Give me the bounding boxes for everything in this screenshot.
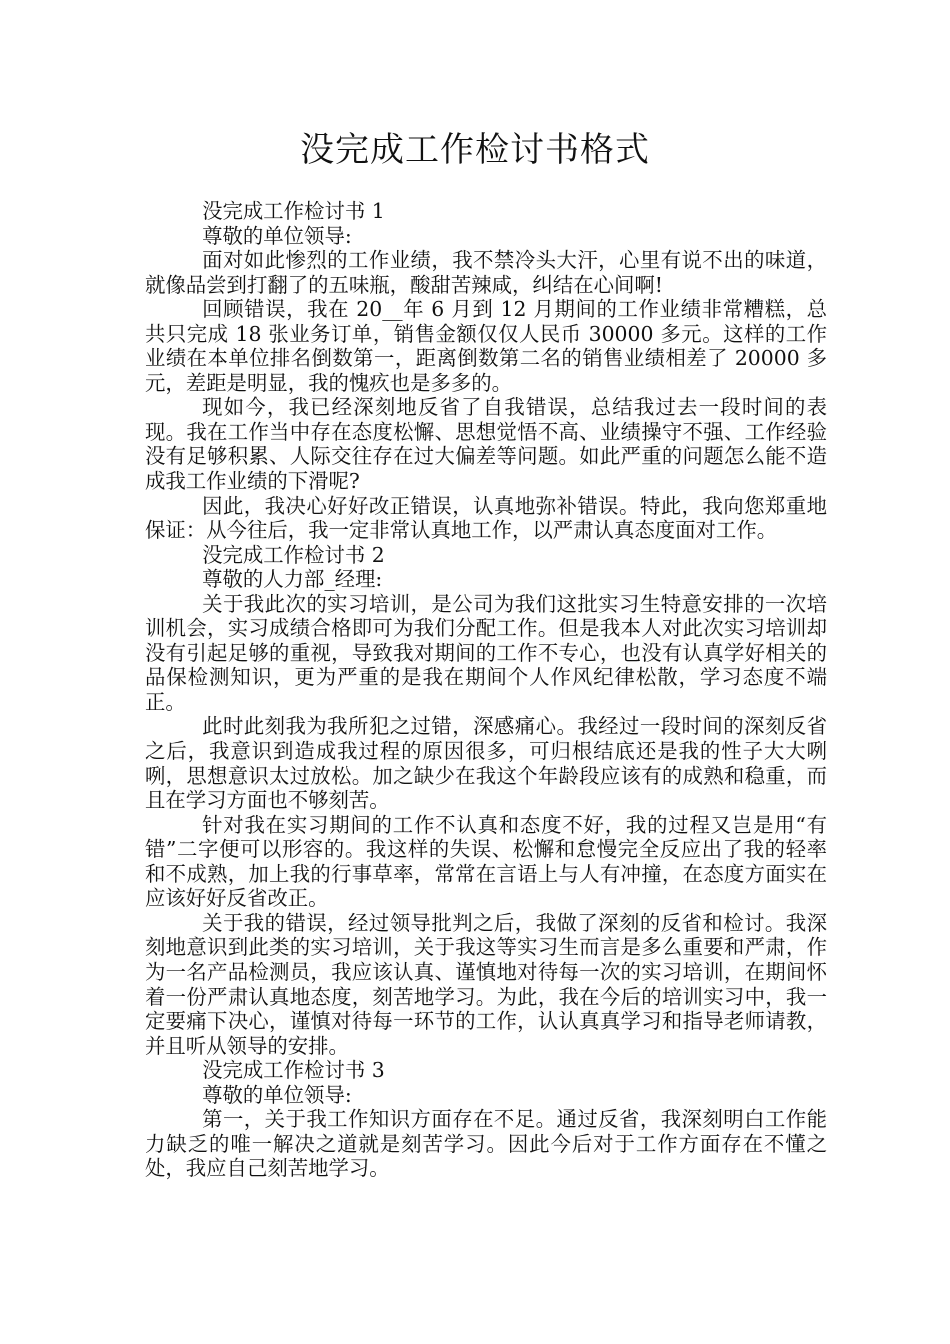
salutation: 尊敬的单位领导:	[202, 1082, 352, 1107]
paragraph: 第一，关于我工作知识方面存在不足。通过反省，我深刻明白工作能力缺乏的唯一解决之道就是刻苦学习。因此今后对于工作方面存在不懂之处，我应自己刻苦地学习。	[145, 1107, 827, 1181]
paragraph: 因此，我决心好好改正错误，认真地弥补错误。特此，我向您郑重地保证：从今往后，我一定非常认真地工作，以严肃认真态度面对工作。	[145, 493, 827, 543]
paragraph: 面对如此惨烈的工作业绩，我不禁冷头大汗，心里有说不出的味道，就像品尝到打翻了的五味瓶，酸甜苦辣咸，纠结在心间啊!	[145, 248, 827, 297]
section-heading-2: 没完成工作检讨书 2	[202, 542, 385, 567]
paragraph: 此时此刻我为我所犯之过错，深感痛心。我经过一段时间的深刻反省之后，我意识到造成我过程的原因很多，可归根结底还是我的性子大大咧咧，思想意识太过放松。加之缺少在我这个年龄段应该有的成熟和稳重，而且在学习方面也不够刻苦。	[145, 714, 827, 813]
paragraph: 回顾错误，我在 20__年 6 月到 12 月期间的工作业绩非常糟糕，总共只完成 18 张业务订单，销售金额仅仅人民币 30000 多元。这样的工作业绩在本单位排名倒数第一，距离倒数第二名的销售业绩相差了 20000 多元，差距是明显，我的愧疚也是多多的。	[145, 297, 827, 395]
salutation: 尊敬的单位领导:	[202, 223, 352, 248]
paragraph: 关于我此次的实习培训，是公司为我们这批实习生特意安排的一次培训机会，实习成绩合格即可为我们分配工作。但是我本人对此次实习培训却没有引起足够的重视，导致我对期间的工作不专心，也没有认真学好相关的品保检测知识，更为严重的是我在期间个人作风纪律松散，学习态度不端正。	[145, 591, 827, 714]
paragraph: 关于我的错误，经过领导批判之后，我做了深刻的反省和检讨。我深刻地意识到此类的实习培训，关于我这等实习生而言是多么重要和严肃，作为一名产品检测员，我应该认真、谨慎地对待每一次的实习培训，在期间怀着一份严肃认真地态度，刻苦地学习。为此，我在今后的培训实习中，我一定要痛下决心，谨慎对待每一环节的工作，认认真真学习和指导老师请教，并且听从领导的安排。	[145, 910, 827, 1058]
salutation: 尊敬的人力部_经理:	[202, 567, 383, 592]
document-title: 没完成工作检讨书格式	[300, 130, 650, 170]
paragraph: 针对我在实习期间的工作不认真和态度不好，我的过程又岂是用“有错”二字便可以形容的。我这样的失误、松懈和怠慢完全反应出了我的轻率和不成熟，加上我的行事草率，常常在言语上与人有冲撞，在态度方面实在应该好好反省改正。	[145, 812, 827, 911]
paragraph: 现如今，我已经深刻地反省了自我错误，总结我过去一段时间的表现。我在工作当中存在态度松懈、思想觉悟不高、业绩操守不强、工作经验没有足够积累、人际交往存在过大偏差等问题。如此严重的问题怎么能不造成我工作业绩的下滑呢?	[145, 395, 827, 494]
section-heading-3: 没完成工作检讨书 3	[202, 1058, 385, 1083]
section-heading-1: 没完成工作检讨书 1	[202, 199, 385, 223]
document-body	[145, 199, 827, 1181]
